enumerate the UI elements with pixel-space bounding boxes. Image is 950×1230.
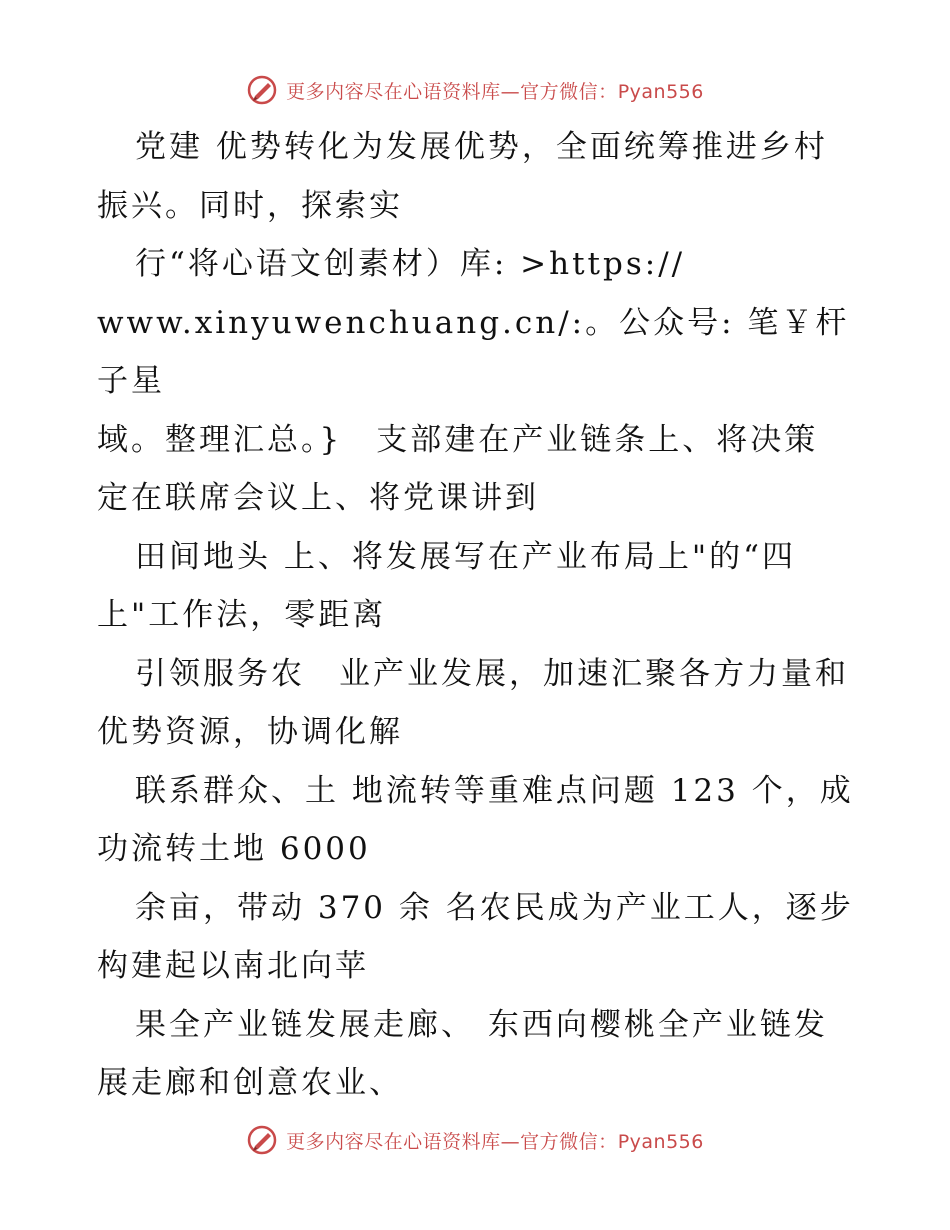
paragraph-line: 定在联席会议上、将党课讲到 [97,480,539,516]
footer-banner-handle: Pyan556 [617,1130,704,1153]
paragraph-line: 构建起以南北向苹 [97,948,369,984]
paragraph-line: 联系群众、土 地流转等重难点问题 123 个，成 [135,772,854,809]
footer-banner [0,1120,950,1160]
paragraph-2 [97,235,857,528]
paragraph-line: 田间地头 上、将发展写在产业布局上"的“四 [135,538,796,575]
paragraph-7 [97,996,857,1113]
paragraph-line: www.xinyuwenchuang.cn/:。公众号: 笔￥杆子星 [97,304,850,399]
header-banner-main: 更多内容尽在心语资料库 [286,80,501,103]
paragraph-line: 行“将心语文创素材）库: >https:// [135,246,686,282]
paragraph-1 [97,118,857,235]
paragraph-line: 振兴。同时，探索实 [97,187,403,224]
paragraph-line: 引领服务农 业产业发展，加速汇聚各方力量和 [135,655,849,692]
paragraph-6 [97,879,857,996]
paragraph-3 [97,528,857,645]
header-banner-text [286,77,704,104]
paragraph-5 [97,762,857,879]
header-banner-label: 官方微信： [520,80,618,103]
logo-icon [246,74,278,106]
paragraph-4 [97,645,857,762]
paragraph-line: 余亩，带动 370 余 名农民成为产业工人，逐步 [135,889,854,926]
paragraph-line: 展走廊和创意农业、 [97,1065,403,1101]
document-body [97,118,857,1113]
footer-banner-separator: — [500,1130,521,1153]
logo-icon [246,1124,278,1156]
header-banner-separator: — [500,80,521,103]
paragraph-line: 优势资源，协调化解 [97,714,403,750]
paragraph-line: 上"工作法，零距离 [97,597,387,633]
paragraph-line: 党建 优势转化为发展优势，全面统筹推进乡村 [135,129,828,165]
footer-banner-label: 官方微信： [520,1130,618,1153]
paragraph-line: 功流转土地 6000 [97,831,371,867]
header-banner [0,70,950,110]
paragraph-line: 果全产业链发展走廊、 东西向樱桃全产业链发 [135,1006,828,1043]
header-banner-handle: Pyan556 [617,80,704,103]
footer-banner-text [286,1127,704,1154]
footer-banner-main: 更多内容尽在心语资料库 [286,1130,501,1153]
paragraph-line: 域。整理汇总。} 支部建在产业链条上、将决策 [97,421,819,458]
